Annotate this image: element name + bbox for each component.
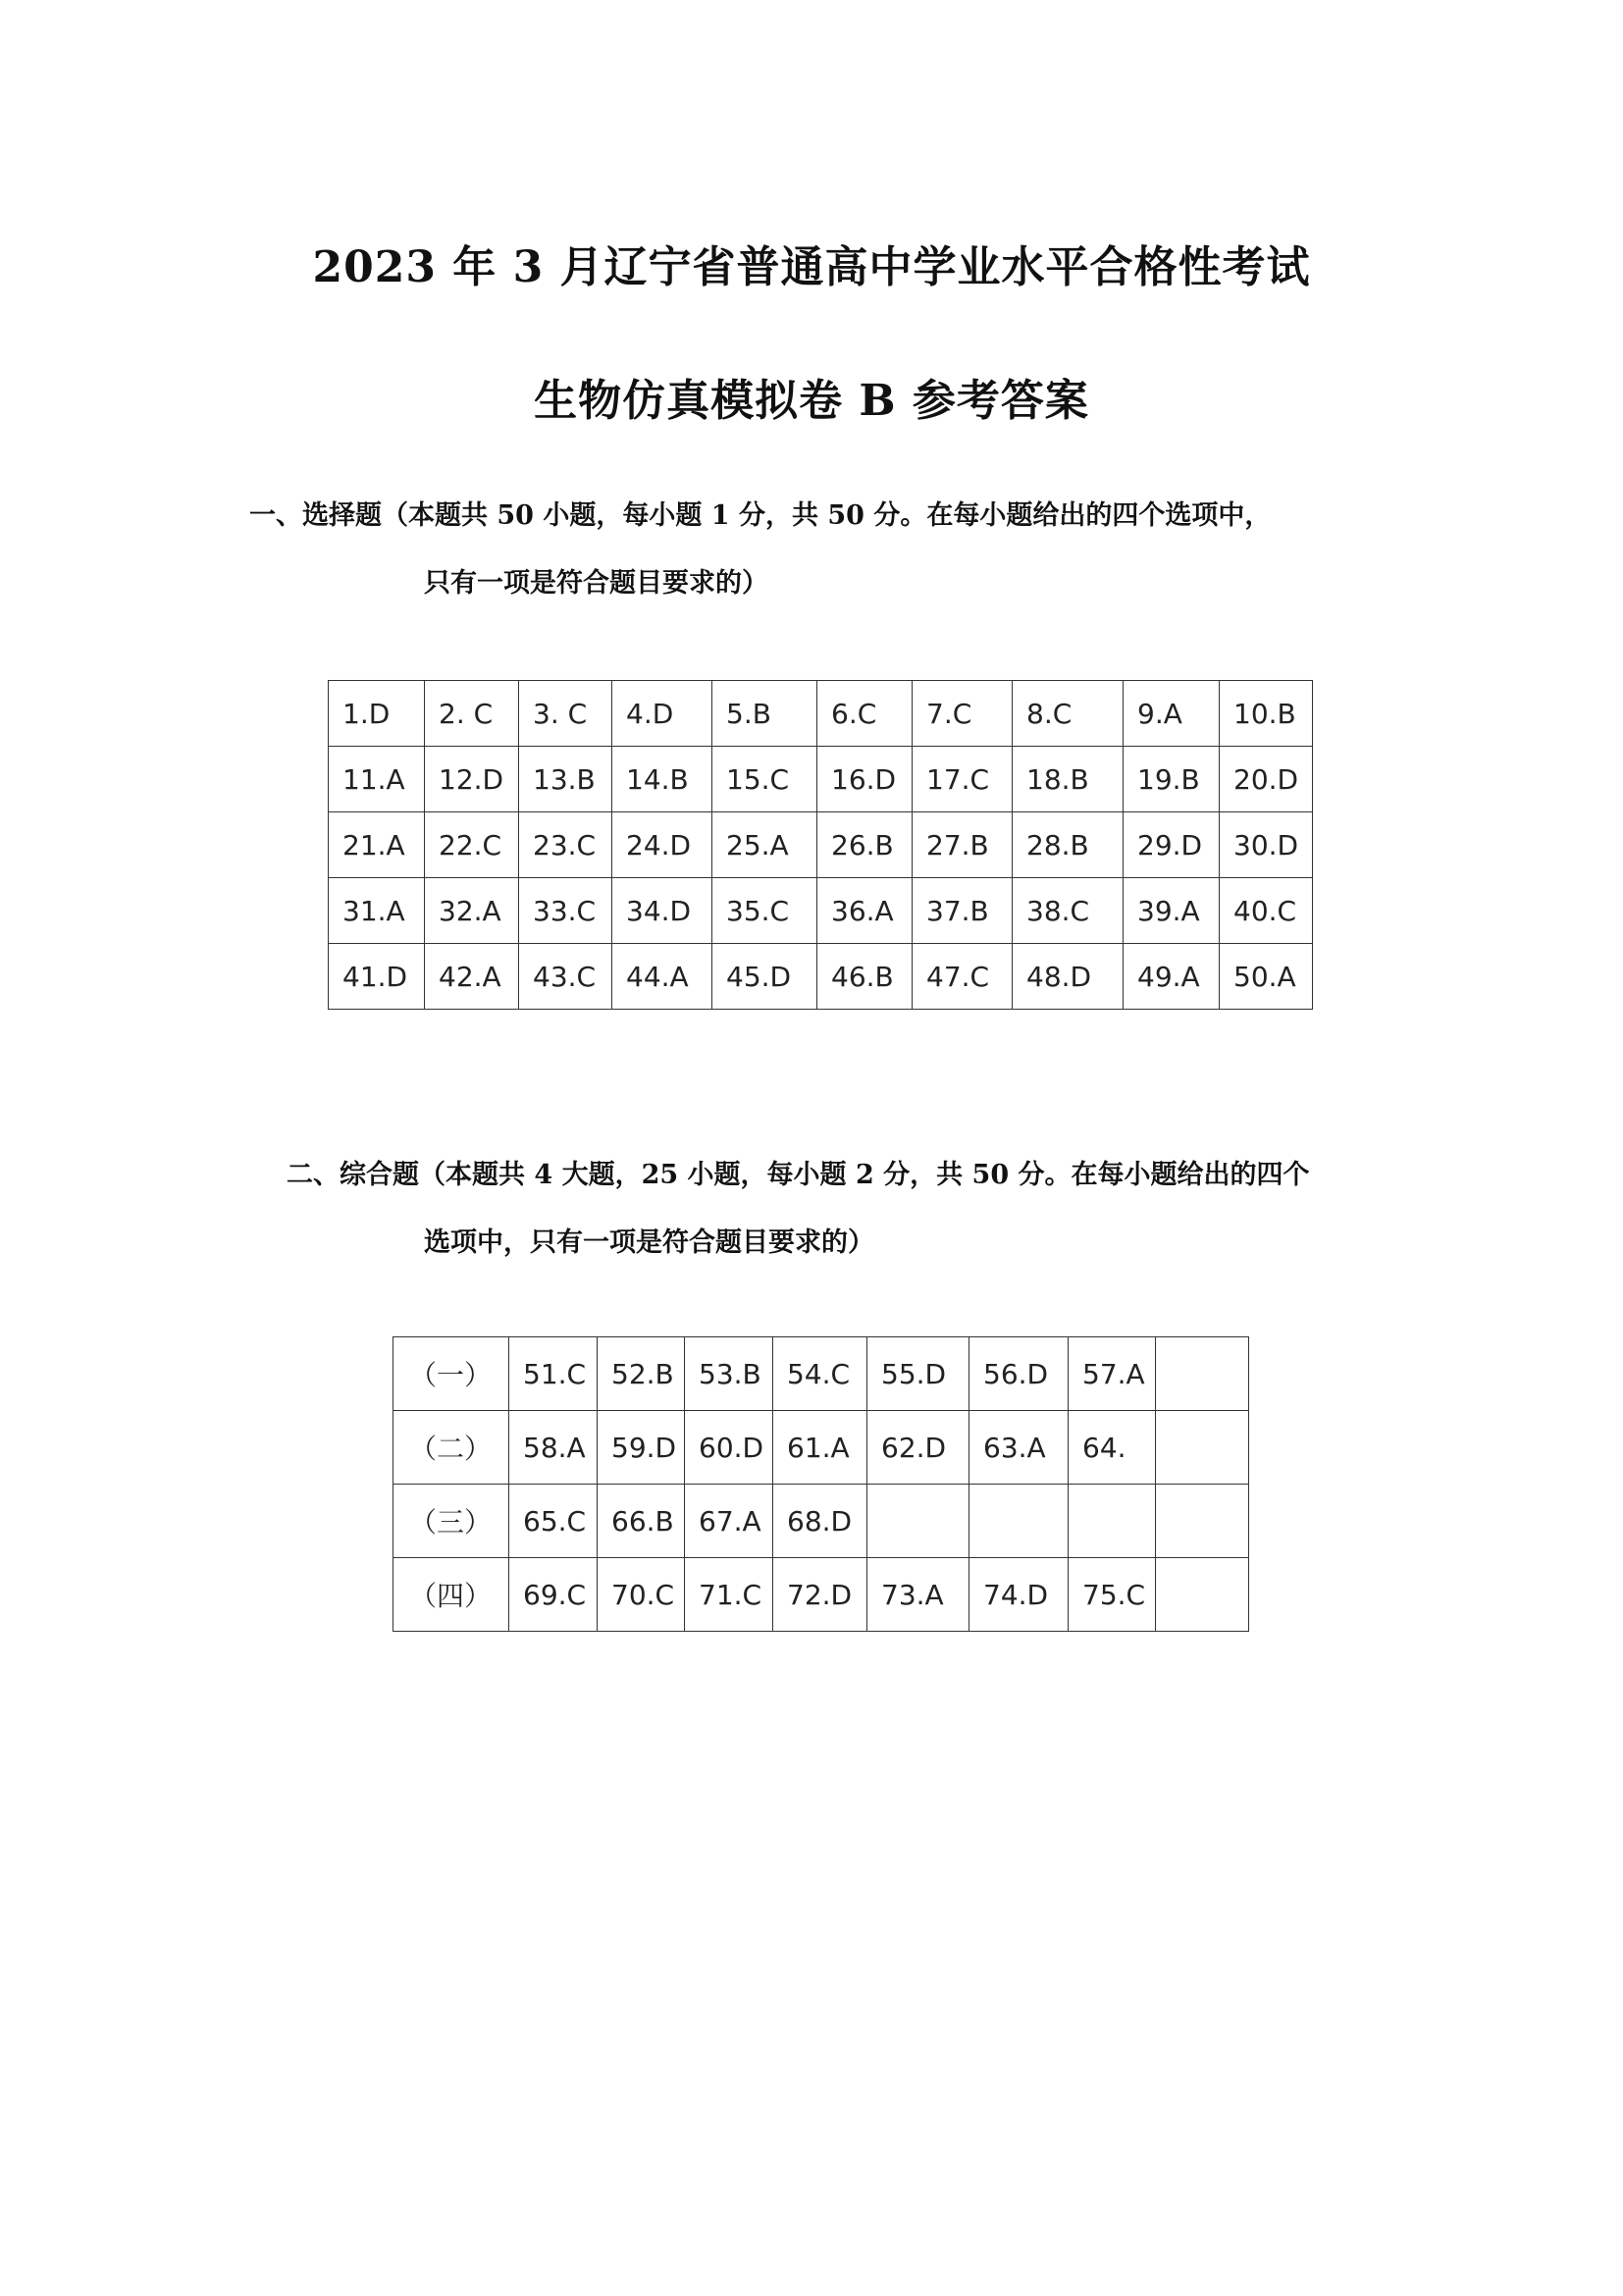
- answer-cell: 53.B: [685, 1337, 773, 1411]
- answer-cell: 44.A: [612, 944, 712, 1010]
- table-row: [393, 1485, 1249, 1558]
- section-heading-comprehensive: [287, 1162, 1310, 1256]
- answer-cell: 2. C: [425, 681, 519, 747]
- answer-cell: [969, 1485, 1069, 1558]
- answer-cell: 75.C: [1069, 1558, 1156, 1632]
- answer-cell: 8.C: [1013, 681, 1124, 747]
- table-row: [393, 1411, 1249, 1485]
- answer-cell: 21.A: [329, 812, 425, 878]
- answer-cell: 13.B: [519, 747, 612, 812]
- table-row: [329, 747, 1313, 812]
- group-label-cell: （二）: [393, 1411, 509, 1485]
- section-heading-multiple-choice: [249, 502, 1271, 597]
- answer-cell: 12.D: [425, 747, 519, 812]
- table-row: [329, 878, 1313, 944]
- answer-cell: 66.B: [598, 1485, 685, 1558]
- answer-cell: 25.A: [712, 812, 817, 878]
- answer-cell: 74.D: [969, 1558, 1069, 1632]
- table-row: [329, 812, 1313, 878]
- answer-cell: 28.B: [1013, 812, 1124, 878]
- answer-cell: 72.D: [773, 1558, 867, 1632]
- answer-cell: 24.D: [612, 812, 712, 878]
- answer-cell: 48.D: [1013, 944, 1124, 1010]
- answer-cell: 64.: [1069, 1411, 1156, 1485]
- answer-cell: 29.D: [1124, 812, 1220, 878]
- answer-table-comprehensive: [393, 1336, 1249, 1632]
- answer-cell: 68.D: [773, 1485, 867, 1558]
- answer-cell: 23.C: [519, 812, 612, 878]
- answer-cell: [1156, 1411, 1249, 1485]
- answer-cell: 65.C: [509, 1485, 598, 1558]
- answer-cell: 32.A: [425, 878, 519, 944]
- answer-table-multiple-choice: [328, 680, 1313, 1010]
- answer-cell: [1156, 1485, 1249, 1558]
- answer-cell: 20.D: [1220, 747, 1313, 812]
- answer-cell: 49.A: [1124, 944, 1220, 1010]
- answer-cell: 35.C: [712, 878, 817, 944]
- answer-cell: 40.C: [1220, 878, 1313, 944]
- answer-cell: 60.D: [685, 1411, 773, 1485]
- answer-cell: 51.C: [509, 1337, 598, 1411]
- answer-cell: 9.A: [1124, 681, 1220, 747]
- answer-cell: 4.D: [612, 681, 712, 747]
- answer-cell: 36.A: [817, 878, 913, 944]
- answer-cell: 37.B: [913, 878, 1013, 944]
- answer-cell: [1156, 1337, 1249, 1411]
- answer-cell: 10.B: [1220, 681, 1313, 747]
- answer-cell: 41.D: [329, 944, 425, 1010]
- answer-cell: 30.D: [1220, 812, 1313, 878]
- table-row: [329, 944, 1313, 1010]
- table-row: [393, 1337, 1249, 1411]
- answer-cell: 15.C: [712, 747, 817, 812]
- answer-cell: 56.D: [969, 1337, 1069, 1411]
- answer-cell: 6.C: [817, 681, 913, 747]
- section-heading-line: 一、选择题（本题共 50 小题，每小题 1 分，共 50 分。在每小题给出的四个选项中，: [249, 500, 1272, 531]
- answer-cell: 19.B: [1124, 747, 1220, 812]
- answer-cell: 26.B: [817, 812, 913, 878]
- answer-cell: 3. C: [519, 681, 612, 747]
- answer-cell: [867, 1485, 969, 1558]
- document-subtitle: 生物仿真模拟卷 B 参考答案: [534, 376, 1089, 426]
- answer-cell: 57.A: [1069, 1337, 1156, 1411]
- answer-cell: [1069, 1485, 1156, 1558]
- group-label-cell: （一）: [393, 1337, 509, 1411]
- section-heading-line: 选项中，只有一项是符合题目要求的）: [424, 1227, 874, 1258]
- answer-cell: 58.A: [509, 1411, 598, 1485]
- answer-cell: 47.C: [913, 944, 1013, 1010]
- answer-cell: 54.C: [773, 1337, 867, 1411]
- section-heading-line: 二、综合题（本题共 4 大题，25 小题，每小题 2 分，共 50 分。在每小题给出的四个: [287, 1160, 1310, 1190]
- answer-cell: [1156, 1558, 1249, 1632]
- answer-cell: 70.C: [598, 1558, 685, 1632]
- answer-cell: 22.C: [425, 812, 519, 878]
- answer-cell: 63.A: [969, 1411, 1069, 1485]
- answer-cell: 45.D: [712, 944, 817, 1010]
- group-label-cell: （四）: [393, 1558, 509, 1632]
- answer-cell: 52.B: [598, 1337, 685, 1411]
- document-title: 2023 年 3 月辽宁省普通高中学业水平合格性考试: [312, 242, 1311, 292]
- answer-cell: 1.D: [329, 681, 425, 747]
- answer-cell: 61.A: [773, 1411, 867, 1485]
- answer-cell: 59.D: [598, 1411, 685, 1485]
- answer-cell: 42.A: [425, 944, 519, 1010]
- answer-cell: 73.A: [867, 1558, 969, 1632]
- section-heading-line: 只有一项是符合题目要求的）: [424, 568, 768, 599]
- answer-cell: 62.D: [867, 1411, 969, 1485]
- answer-cell: 7.C: [913, 681, 1013, 747]
- table-row: [329, 681, 1313, 747]
- answer-cell: 55.D: [867, 1337, 969, 1411]
- answer-cell: 31.A: [329, 878, 425, 944]
- answer-cell: 11.A: [329, 747, 425, 812]
- answer-cell: 17.C: [913, 747, 1013, 812]
- answer-cell: 18.B: [1013, 747, 1124, 812]
- answer-cell: 34.D: [612, 878, 712, 944]
- answer-cell: 46.B: [817, 944, 913, 1010]
- answer-cell: 69.C: [509, 1558, 598, 1632]
- answer-cell: 14.B: [612, 747, 712, 812]
- answer-cell: 5.B: [712, 681, 817, 747]
- answer-cell: 71.C: [685, 1558, 773, 1632]
- answer-cell: 43.C: [519, 944, 612, 1010]
- answer-cell: 33.C: [519, 878, 612, 944]
- table-row: [393, 1558, 1249, 1632]
- group-label-cell: （三）: [393, 1485, 509, 1558]
- answer-cell: 67.A: [685, 1485, 773, 1558]
- answer-cell: 38.C: [1013, 878, 1124, 944]
- answer-cell: 16.D: [817, 747, 913, 812]
- answer-cell: 27.B: [913, 812, 1013, 878]
- answer-cell: 39.A: [1124, 878, 1220, 944]
- answer-cell: 50.A: [1220, 944, 1313, 1010]
